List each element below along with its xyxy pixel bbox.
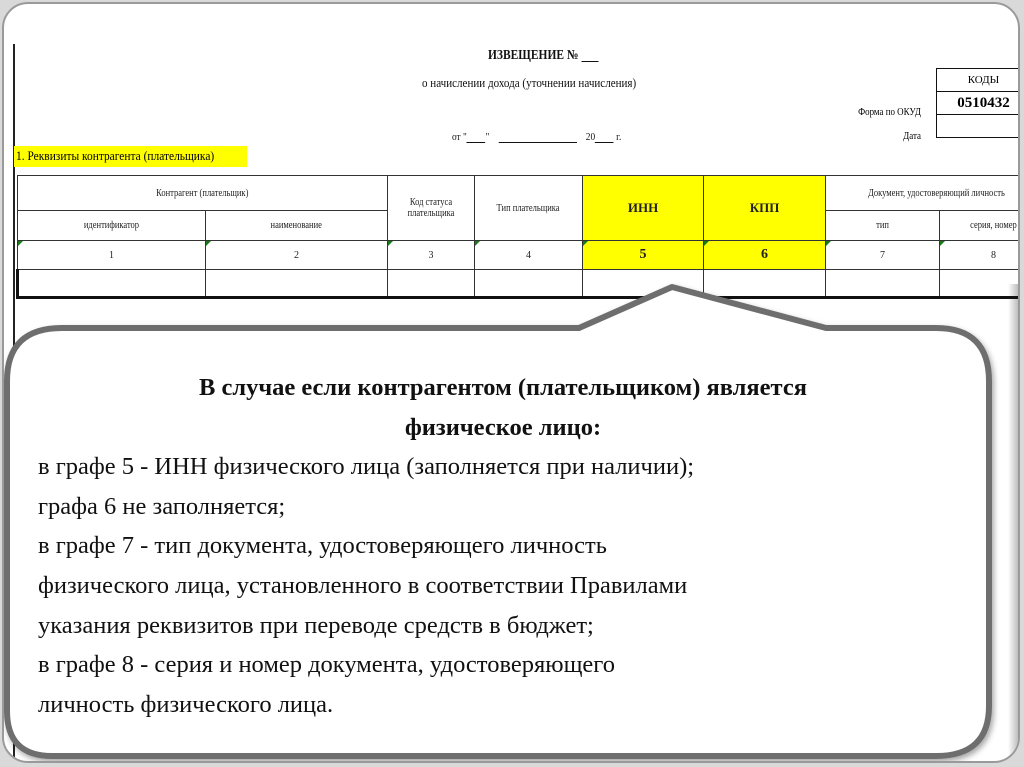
date-label: Дата (903, 131, 921, 142)
codes-header: КОДЫ (937, 69, 1021, 92)
counterparty-header: Контрагент (плательщик) (18, 176, 388, 211)
column-number: 4 (475, 241, 583, 270)
form-subtitle: о начислении дохода (уточнении начисления) (422, 75, 637, 90)
form-date-line: от " " 20 г. (452, 131, 622, 143)
note-heading-line-2: физическое лицо: (404, 413, 602, 441)
column-number: 7 (826, 241, 940, 270)
status-code-header: Код статуса плательщика (388, 176, 475, 241)
note-heading-line-1: В случае если контрагентом (плательщиком) является (198, 374, 807, 401)
column-number: 3 (388, 241, 475, 270)
column-number: 8 (940, 241, 1020, 270)
note-line-3: в графе 7 - тип документа, удостоверяющего личность (38, 532, 607, 560)
form-title: ИЗВЕЩЕНИЕ № (488, 48, 598, 62)
kpp-header: КПП (704, 176, 826, 241)
note-line-6: в графе 8 - серия и номер документа, удостоверяющего (38, 651, 615, 679)
column-number: 2 (206, 241, 388, 270)
okud-value: 0510432 (937, 92, 1021, 115)
note-text (38, 368, 968, 724)
section-title: 1. Реквизиты контрагента (плательщика) (14, 146, 247, 167)
inn-header: ИНН (583, 176, 704, 241)
note-line-4: физического лица, установленного в соответствии Правилами (38, 571, 688, 599)
okud-label: Форма по ОКУД (858, 107, 921, 118)
slide (2, 2, 1020, 763)
id-document-header: Документ, удостоверяющий личность (826, 176, 1020, 211)
doc-type-header: тип (826, 211, 940, 241)
note-line-7: личность физического лица. (38, 690, 334, 718)
column-number: 1 (18, 241, 206, 270)
note-line-5: указания реквизитов при переводе средств в бюджет; (38, 611, 594, 639)
column-number-inn: 5 (583, 241, 704, 270)
column-number-kpp: 6 (704, 241, 826, 270)
name-header: наименование (206, 211, 388, 241)
doc-series-header: серия, номер (940, 211, 1020, 241)
note-line-2: графа 6 не заполняется; (38, 492, 286, 520)
identifier-header: идентификатор (18, 211, 206, 241)
note-line-1: в графе 5 - ИНН физического лица (заполняется при наличии); (38, 453, 695, 481)
payer-type-header: Тип плательщика (475, 176, 583, 241)
